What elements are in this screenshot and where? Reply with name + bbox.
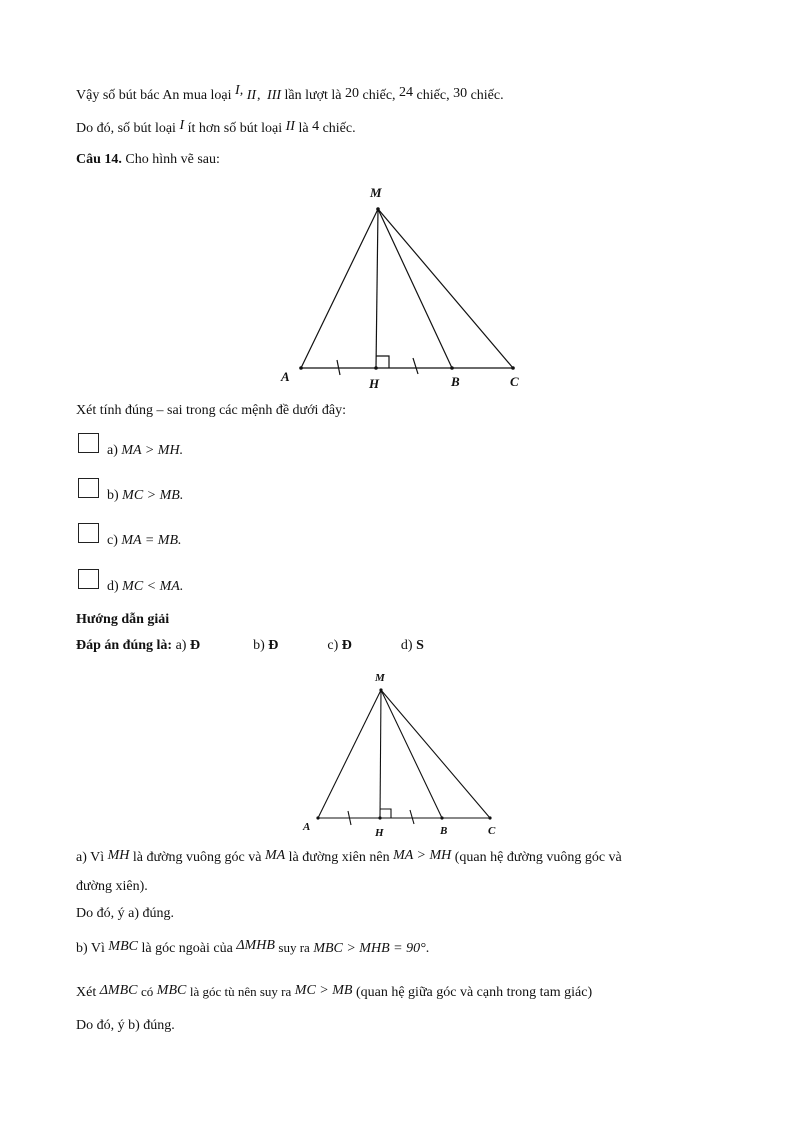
text: Xét: [76, 985, 97, 1000]
text: là: [298, 121, 309, 136]
segment-MB: [381, 690, 442, 818]
text: (quan hệ đường vuông góc và: [454, 850, 622, 865]
question-label: Câu 14.: [76, 152, 122, 167]
label-A: A: [303, 821, 311, 833]
text: chiếc,: [416, 88, 450, 103]
text: chiếc,: [362, 88, 396, 103]
option-expr: MC > MB.: [122, 488, 184, 503]
segment-MA: [318, 690, 381, 818]
answer-line: [76, 636, 424, 656]
answer-a-label: a): [175, 638, 187, 653]
text: là đường xiên nên: [288, 850, 390, 865]
text: là góc tù nên suy ra: [189, 984, 292, 999]
solution-b-line-2: [76, 982, 592, 1003]
text: (quan hệ giữa góc và cạnh trong tam giác): [355, 985, 593, 1000]
option-label: d): [107, 579, 119, 594]
tick-HB: [413, 358, 418, 374]
segment-MB: [378, 209, 452, 368]
option-c-checkbox[interactable]: [78, 523, 99, 543]
segment-MC: [381, 690, 490, 818]
option-label: a): [107, 443, 118, 458]
intro-line-1: [76, 83, 504, 106]
math-MH: MH: [107, 848, 130, 863]
point-H: [378, 816, 381, 819]
option-expr: MC < MA.: [122, 579, 184, 594]
option-label: b): [107, 488, 119, 503]
tick-HB: [410, 810, 414, 824]
label-B: B: [440, 825, 448, 837]
option-a: [107, 441, 183, 461]
answer-c-value: Đ: [341, 638, 352, 653]
solution-b-conclusion: Do đó, ý b) đúng.: [76, 1018, 175, 1033]
question-prompt: Xét tính đúng – sai trong các mệnh đề dưới đây:: [76, 403, 347, 418]
text: chiếc.: [470, 88, 504, 103]
answer-label: Đáp án đúng là:: [76, 638, 173, 653]
text: lần lượt là: [284, 88, 342, 103]
answer-b-label: b): [253, 638, 265, 653]
point-C: [488, 816, 491, 819]
number-24: 24: [399, 85, 414, 100]
label-H: H: [375, 827, 384, 839]
solution-a-line-1: [76, 848, 622, 868]
option-b: [107, 486, 183, 506]
text: chiếc.: [322, 121, 356, 136]
tick-AH: [337, 360, 340, 375]
answer-b-value: Đ: [268, 638, 279, 653]
point-A: [299, 366, 303, 370]
answer-d-label: d): [400, 638, 413, 653]
segment-MH: [376, 209, 378, 368]
label-M: M: [370, 185, 382, 200]
text: là đường vuông góc và: [132, 850, 262, 865]
point-M: [379, 688, 382, 691]
label-C: C: [488, 825, 496, 837]
number-30: 30: [453, 86, 468, 101]
point-M: [376, 207, 380, 211]
solution-b-line-1: [76, 938, 429, 959]
text: Do đó, số bút loại: [76, 121, 176, 136]
label-A: A: [281, 369, 290, 384]
option-c: [107, 531, 182, 551]
text: .: [425, 941, 430, 956]
point-B: [450, 366, 454, 370]
option-d-checkbox[interactable]: [78, 569, 99, 589]
math-I: I: [179, 118, 185, 133]
math-inequality: MA > MH: [393, 848, 452, 863]
text: suy ra: [278, 940, 310, 955]
text: ít hơn số bút loại: [187, 121, 283, 136]
right-angle-mark: [380, 809, 391, 818]
math-MBC: MBC: [156, 983, 187, 998]
number-4: 4: [312, 119, 320, 134]
solution-heading: Hướng dẫn giải: [76, 612, 170, 627]
option-a-checkbox[interactable]: [78, 433, 99, 453]
text: a) Vì: [76, 850, 105, 865]
solution-a-conclusion: Do đó, ý a) đúng.: [76, 906, 174, 921]
option-b-checkbox[interactable]: [78, 478, 99, 498]
math-I: I,: [235, 83, 244, 98]
number-20: 20: [345, 86, 360, 101]
option-expr: MA = MB.: [121, 533, 182, 548]
label-M: M: [375, 672, 385, 684]
text: b) Vì: [76, 941, 105, 956]
point-A: [316, 816, 319, 819]
segment-MA: [301, 209, 378, 368]
label-B: B: [451, 374, 460, 389]
point-H: [374, 366, 378, 370]
label-C: C: [510, 374, 519, 389]
label-H: H: [369, 376, 380, 391]
math-III: III: [267, 88, 282, 103]
right-angle-mark: [376, 356, 389, 368]
option-label: c): [107, 533, 118, 548]
question-text: Cho hình vẽ sau:: [125, 152, 220, 167]
math-triangle-MBC: ΔMBC: [99, 983, 138, 998]
option-expr: MA > MH.: [121, 443, 184, 458]
solution-a-line-2: đường xiên).: [76, 879, 148, 894]
intro-line-2: [76, 119, 356, 139]
math-inequality: MC > MB: [294, 983, 353, 998]
text: là góc ngoài của: [141, 941, 233, 956]
math-MBC: MBC: [108, 939, 138, 954]
point-C: [511, 366, 515, 370]
math-II: II: [246, 88, 257, 103]
answer-c-label: c): [327, 638, 339, 653]
math-triangle-MHB: ΔMHB: [236, 938, 275, 953]
point-B: [440, 816, 443, 819]
tick-AH: [348, 811, 351, 825]
segment-MC: [378, 209, 513, 368]
question-heading: [76, 150, 220, 170]
answer-a-value: Đ: [189, 638, 201, 653]
answer-d-value: S: [416, 638, 424, 653]
text: ,: [257, 88, 261, 103]
math-inequality: MBC > MHB = 90°: [313, 941, 426, 956]
segment-MH: [380, 690, 381, 818]
math-MA: MA: [264, 848, 286, 863]
text: Vậy số bút bác An mua loại: [76, 88, 232, 103]
option-d: [107, 577, 183, 597]
text: có: [141, 984, 154, 999]
math-II: II: [285, 119, 295, 134]
